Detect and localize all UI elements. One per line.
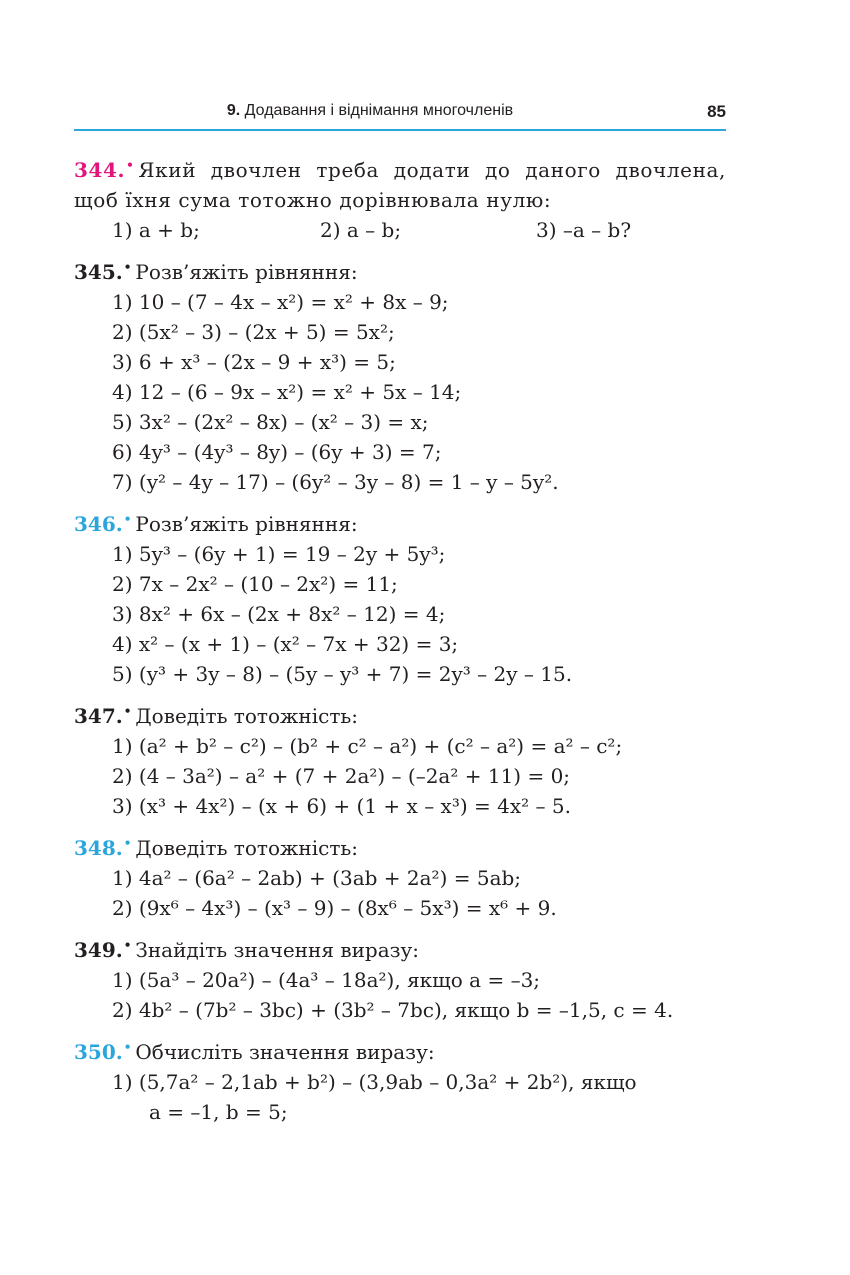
task-intro — [74, 252, 726, 287]
equation-item: 4) x² – (x + 1) – (x² – 7x + 32) = 3; — [112, 632, 459, 656]
task-number: 350. — [74, 1040, 123, 1064]
identity-item: 2) (9x⁶ – 4x³) – (x³ – 9) – (8x⁶ – 5x³) = x⁶ + 9. — [112, 896, 557, 920]
task-intro-text: Обчисліть значення виразу: — [135, 1040, 435, 1064]
task-number: 349. — [74, 938, 123, 962]
difficulty-mark-icon: • — [123, 1040, 132, 1054]
difficulty-mark-icon: • — [123, 512, 132, 526]
task-intro-text: Розв’яжіть рівняння: — [135, 512, 358, 536]
task-350 — [74, 1032, 726, 1127]
equation-item: 4) 12 – (6 – 9x – x²) = x² + 5x – 14; — [112, 380, 462, 404]
header-divider — [74, 129, 726, 131]
page-number: 85 — [707, 102, 726, 121]
equation-item: 5) (y³ + 3y – 8) – (5y – y³ + 7) = 2y³ – 2y – 15. — [112, 662, 573, 686]
task-intro — [74, 504, 726, 539]
task-intro — [74, 828, 726, 863]
task-number: 347. — [74, 704, 123, 728]
expression-item: 1) (5a³ – 20a²) – (4a³ – 18a²), якщо a = –3; — [112, 968, 541, 992]
equation-item: 1) 10 – (7 – 4x – x²) = x² + 8x – 9; — [112, 290, 449, 314]
expression-item: 2) 4b² – (7b² – 3bc) + (3b² – 7bc), якщо b = –1,5, c = 4. — [112, 998, 674, 1022]
difficulty-mark-icon: • — [123, 836, 132, 850]
difficulty-mark-icon: • — [126, 158, 135, 172]
exercise-list — [74, 150, 726, 1127]
difficulty-mark-icon: • — [123, 938, 132, 952]
option-item: 1) a + b; — [112, 218, 200, 242]
task-number: 345. — [74, 260, 123, 284]
equation-item: 5) 3x² – (2x² – 8x) – (x² – 3) = x; — [112, 410, 429, 434]
section-title-text: Додавання і віднімання многочленів — [244, 102, 514, 119]
equation-item: 2) 7x – 2x² – (10 – 2x²) = 11; — [112, 572, 398, 596]
task-number: 344. — [74, 158, 126, 182]
task-intro — [74, 1032, 726, 1067]
task-344 — [74, 150, 726, 245]
task-intro-text: Який двочлен треба додати до даного двочлена, щоб їхня сума тотожно дорівнювала нулю: — [74, 158, 726, 212]
identity-item: 2) (4 – 3a²) – a² + (7 + 2a²) – (–2a² + 11) = 0; — [112, 764, 571, 788]
identity-item: 1) (a² + b² – c²) – (b² + c² – a²) + (c² – a²) = a² – c²; — [112, 734, 623, 758]
task-346 — [74, 504, 726, 689]
task-347 — [74, 696, 726, 821]
task-intro-text: Доведіть тотожність: — [135, 704, 359, 728]
difficulty-mark-icon: • — [123, 260, 132, 274]
task-intro — [74, 150, 726, 215]
section-number: 9. — [226, 102, 241, 119]
task-intro — [74, 696, 726, 731]
task-intro-text: Знайдіть значення виразу: — [135, 938, 420, 962]
expression-item-continued: a = –1, b = 5; — [149, 1100, 288, 1124]
equation-item: 3) 8x² + 6x – (2x + 8x² – 12) = 4; — [112, 602, 446, 626]
expression-item: 1) (5,7a² – 2,1ab + b²) – (3,9ab – 0,3a² + 2b²), якщо — [112, 1070, 637, 1094]
equation-item: 7) (y² – 4y – 17) – (6y² – 3y – 8) = 1 – y – 5y². — [112, 470, 559, 494]
running-header — [74, 102, 726, 128]
task-intro-text: Розв’яжіть рівняння: — [135, 260, 358, 284]
task-345 — [74, 252, 726, 497]
task-number: 346. — [74, 512, 123, 536]
equation-item: 1) 5y³ – (6y + 1) = 19 – 2y + 5y³; — [112, 542, 446, 566]
task-intro-text: Доведіть тотожність: — [135, 836, 359, 860]
equation-item: 2) (5x² – 3) – (2x + 5) = 5x²; — [112, 320, 395, 344]
option-item: 2) a – b; — [320, 218, 402, 242]
identity-item: 3) (x³ + 4x²) – (x + 6) + (1 + x – x³) = 4x² – 5. — [112, 794, 571, 818]
task-348 — [74, 828, 726, 923]
task-number: 348. — [74, 836, 123, 860]
answer-options — [74, 215, 726, 245]
equation-item: 6) 4y³ – (4y³ – 8y) – (6y + 3) = 7; — [112, 440, 442, 464]
task-intro — [74, 930, 726, 965]
identity-item: 1) 4a² – (6a² – 2ab) + (3ab + 2a²) = 5ab; — [112, 866, 522, 890]
section-title — [74, 102, 666, 120]
option-item: 3) –a – b? — [536, 218, 632, 242]
equation-item: 3) 6 + x³ – (2x – 9 + x³) = 5; — [112, 350, 396, 374]
difficulty-mark-icon: • — [123, 704, 132, 718]
task-349 — [74, 930, 726, 1025]
